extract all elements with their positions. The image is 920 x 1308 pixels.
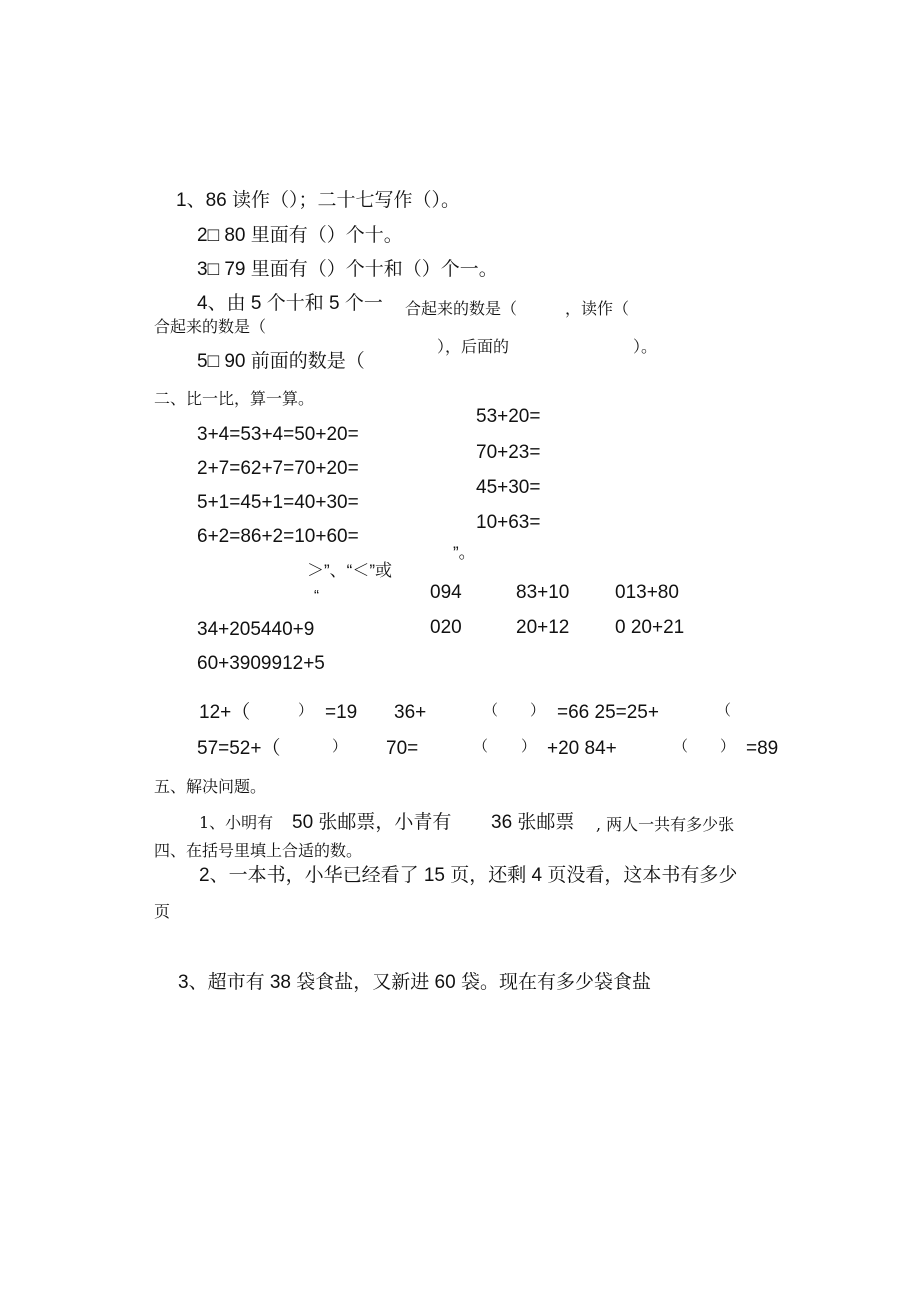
fill-text: （ <box>716 702 732 719</box>
question-4-read: ，读作（ <box>565 299 630 318</box>
question-4-start: 4、由 5 个十和 5 个一 <box>197 293 383 314</box>
problem-3: 3、超市有 38 袋食盐，又新进 60 袋。现在有多少袋食盐 <box>178 972 651 993</box>
fill-text: 57=52+（ <box>197 738 281 759</box>
fill-text: ） <box>521 738 537 755</box>
problem-1-b: 50 张邮票，小青有 <box>292 812 452 833</box>
question-2: 2□ 80 里面有（）个十。 <box>197 225 403 246</box>
compare-left: 60+3909912+5 <box>197 653 325 674</box>
fill-text: （ <box>673 738 689 755</box>
compare-quote-end: ”。 <box>453 543 476 562</box>
section-4-heading: 四、在括号里填上合适的数。 <box>154 841 363 860</box>
calc-row: 2+7=62+7=70+20= <box>197 458 359 479</box>
compare-item: 094 <box>430 582 462 603</box>
calc-right: 10+63= <box>476 512 541 533</box>
section-2-heading: 二、比一比，算一算。 <box>154 389 315 408</box>
question-5-end: ）。 <box>633 337 658 356</box>
calc-row: 6+2=86+2=10+60= <box>197 526 359 547</box>
compare-quote-start: “ <box>314 587 319 604</box>
question-4-wrap: 合起来的数是（ <box>154 317 267 336</box>
fill-text: ） <box>332 738 348 755</box>
question-5-middle: ），后面的 <box>437 337 510 356</box>
fill-text: =19 <box>325 702 358 723</box>
fill-text: 70= <box>386 738 419 759</box>
question-3: 3□ 79 里面有（）个十和（）个一。 <box>197 259 498 280</box>
problem-1-a: 1、小明有 <box>199 813 274 832</box>
compare-item: 83+10 <box>516 582 570 603</box>
calc-right: 70+23= <box>476 442 541 463</box>
compare-item: 020 <box>430 617 462 638</box>
section-5-heading: 五、解决问题。 <box>154 777 267 796</box>
fill-text: ） <box>720 738 736 755</box>
fill-text: （ <box>473 738 489 755</box>
fill-text: +20 84+ <box>547 738 617 759</box>
calc-row: 5+1=45+1=40+30= <box>197 492 359 513</box>
compare-item: 013+80 <box>615 582 679 603</box>
question-4-middle: 合起来的数是（ <box>405 299 518 318</box>
question-5-start: 5□ 90 前面的数是（ <box>197 351 365 372</box>
calc-right: 53+20= <box>476 406 541 427</box>
fill-text: =66 25=25+ <box>557 702 659 723</box>
calc-right: 45+30= <box>476 477 541 498</box>
compare-left: 34+205440+9 <box>197 619 315 640</box>
problem-2: 2、一本书，小华已经看了 15 页，还剩 4 页没看，这本书有多少 <box>199 865 738 886</box>
fill-text: =89 <box>746 738 779 759</box>
fill-text: ） <box>298 702 314 719</box>
problem-2-tail: 页 <box>154 902 171 921</box>
fill-text: （ <box>483 702 499 719</box>
compare-item: 20+12 <box>516 617 570 638</box>
fill-text: 12+（ <box>199 702 251 723</box>
compare-instruction: ＞”、“＜”或 <box>307 561 392 580</box>
fill-text: ） <box>530 702 546 719</box>
problem-1-c: 36 张邮票 <box>491 812 575 833</box>
question-1: 1、86 读作（）；二十七写作（）。 <box>176 190 460 211</box>
compare-item: 0 20+21 <box>615 617 685 638</box>
calc-row: 3+4=53+4=50+20= <box>197 424 359 445</box>
problem-1-d: , 两人一共有多少张 <box>596 815 735 834</box>
fill-text: 36+ <box>394 702 427 723</box>
